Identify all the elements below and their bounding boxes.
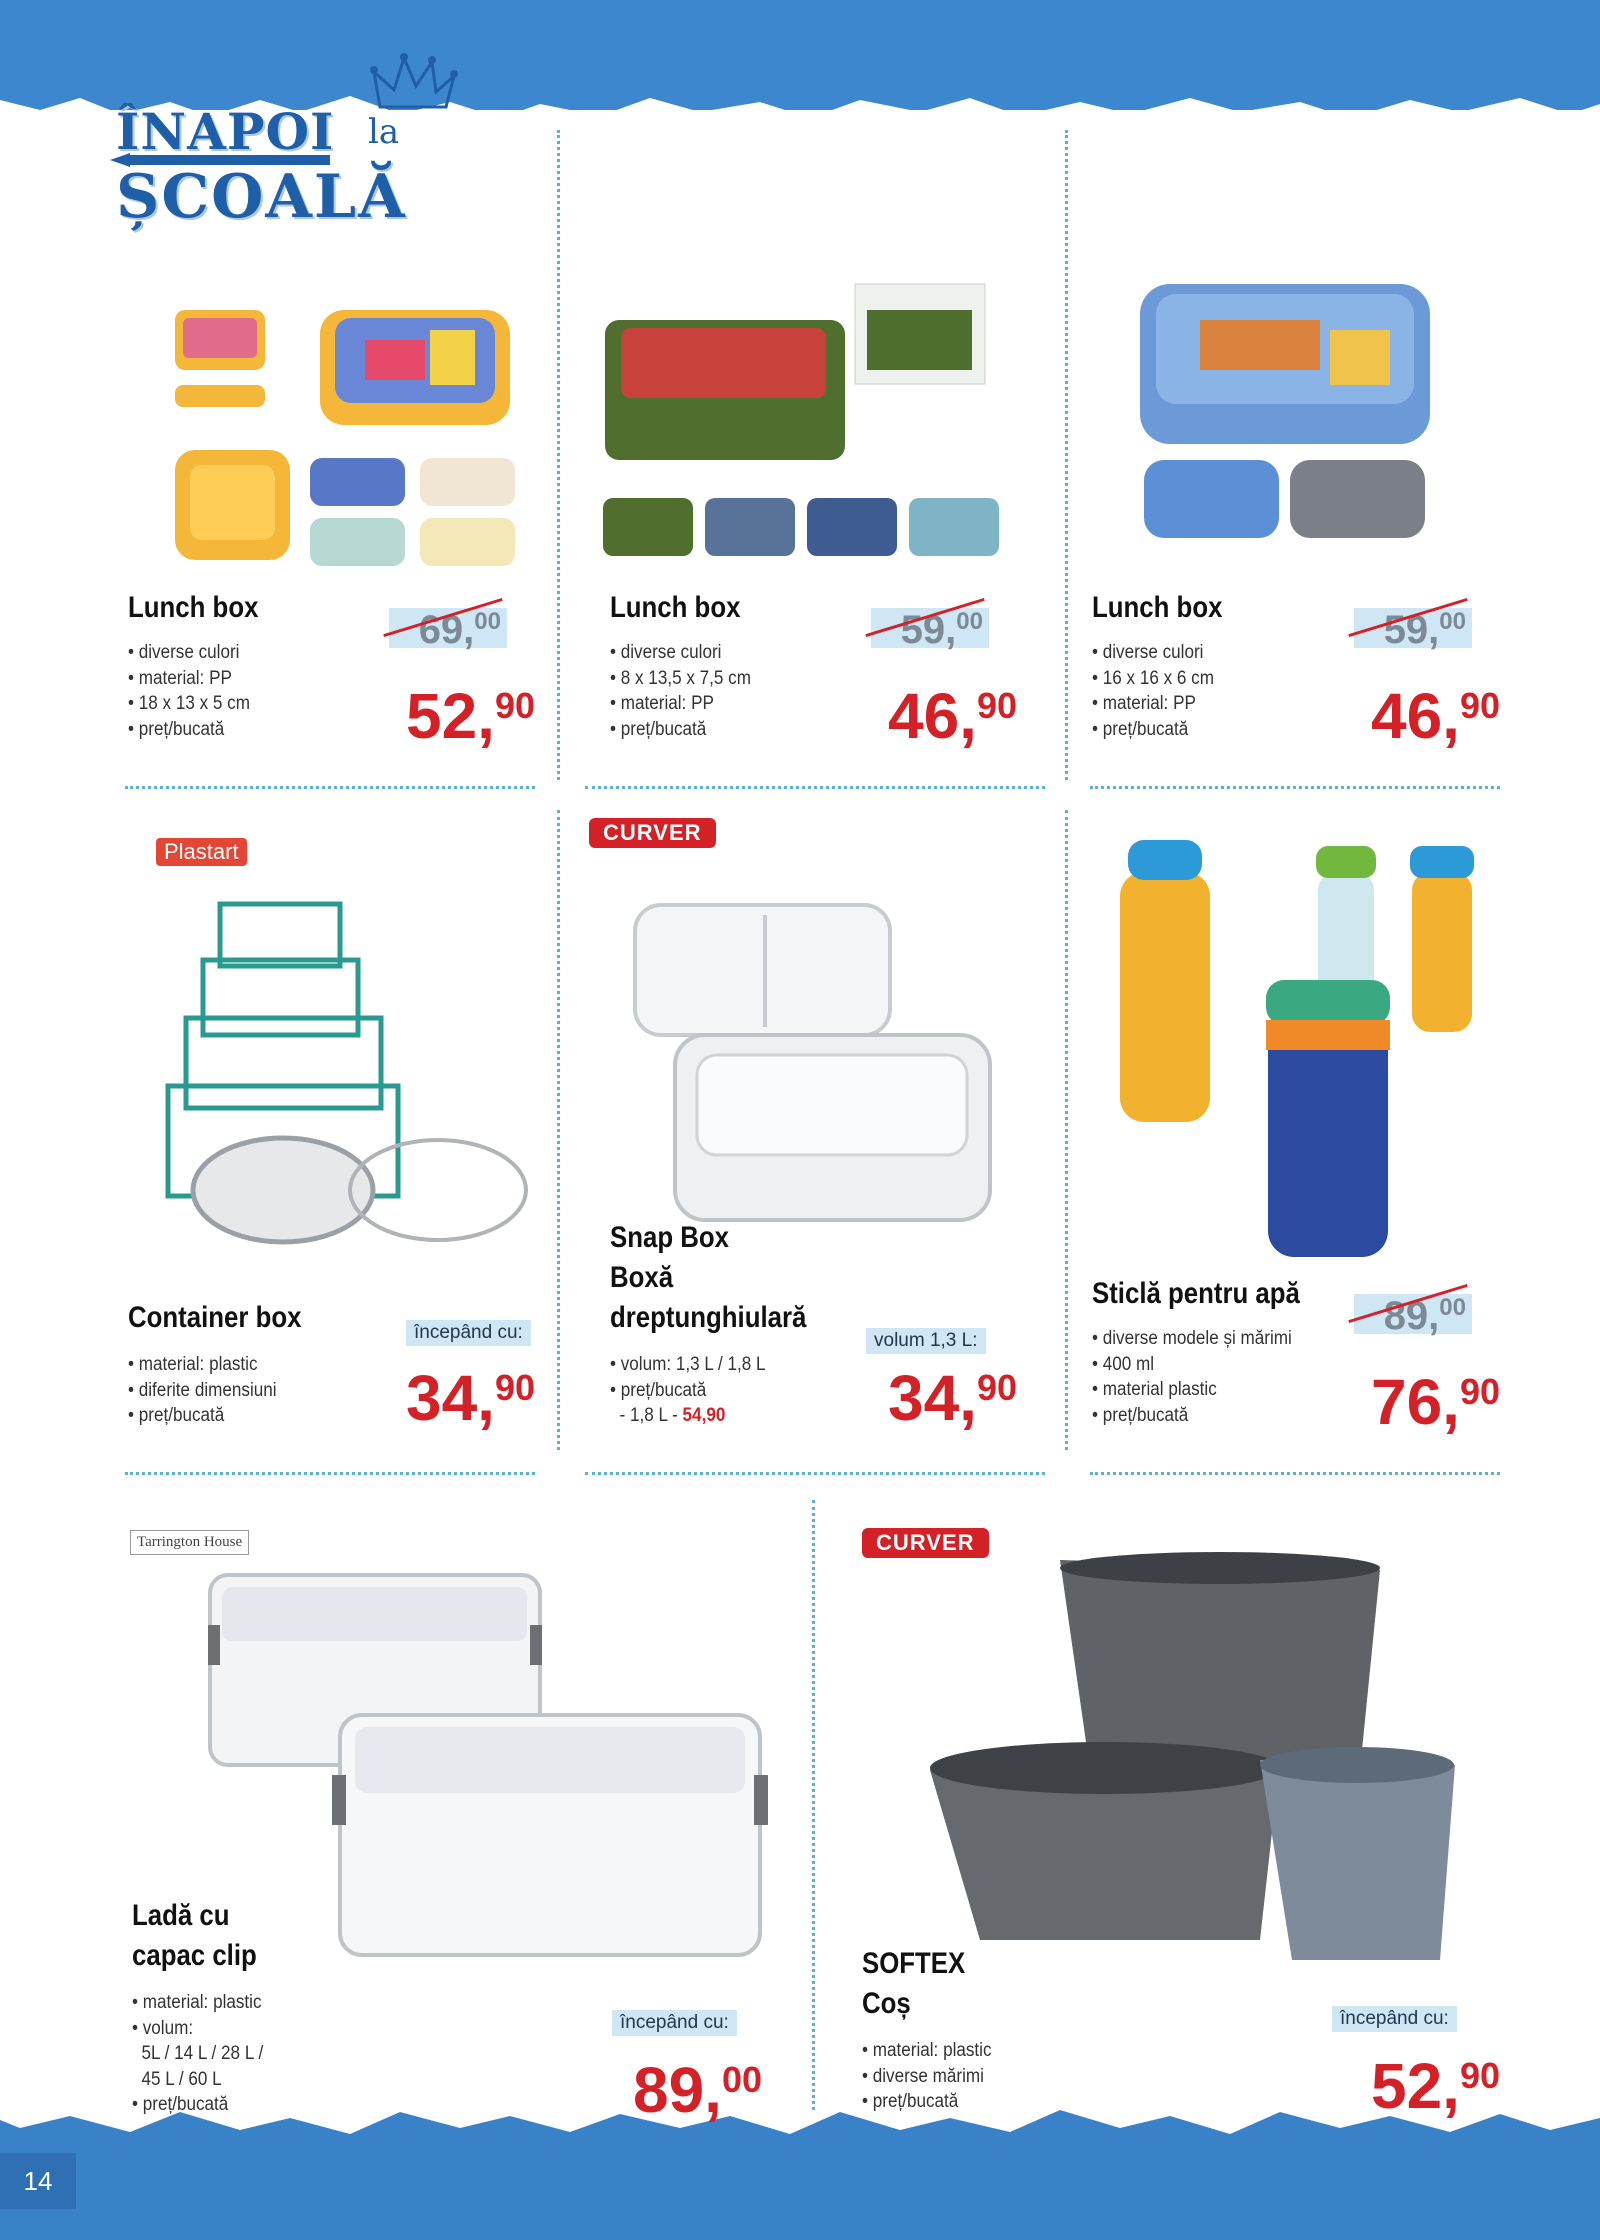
row-divider [125,786,535,789]
sale-price: 52,90 [1370,2050,1500,2122]
sale-price: 34,90 [887,1362,1017,1434]
column-divider [557,810,560,1450]
product-specs [610,640,751,742]
logo-word-inapoi: ÎNAPOI [116,102,335,161]
old-price: 89,00 [1354,1294,1472,1334]
row-divider [585,786,1045,789]
spec-item: • 16 x 16 x 6 cm [1092,666,1214,692]
spec-item: • material: PP [128,666,250,692]
lunch-box-green-image [595,280,1015,570]
row-divider [1090,1472,1500,1475]
price-block [867,608,1017,752]
product-name: Sticlă pentru apă [1092,1277,1300,1310]
spec-item: • material: plastic [128,1352,277,1378]
price-block [867,1352,1017,1434]
product-name-line: Coș [862,1987,911,2020]
price-label: începând cu: [1332,2006,1457,2032]
product-name-line: Snap Box [610,1221,729,1254]
column-divider [557,130,560,780]
crown-icon [370,52,460,112]
product-name [132,1896,257,1976]
price-block [1350,1294,1500,1438]
row-divider [1090,786,1500,789]
product-name [862,1944,965,2024]
row-divider [125,1472,535,1475]
page-number: 14 [0,2153,76,2209]
product-specs [1092,1326,1292,1428]
old-price: 59,00 [871,608,989,648]
product-specs [132,1990,263,2118]
product-name: Lunch box [128,591,259,624]
price-label: volum 1,3 L: [866,1328,986,1354]
spec-item: 5L / 14 L / 28 L / [141,2043,264,2064]
spec-item: • diverse culori [128,640,250,666]
product-name: Container box [128,1301,302,1334]
spec-item: • volum: [132,2016,263,2042]
spec-item: • preț/bucată [610,1378,766,1404]
basket-image [920,1540,1460,1980]
spec-item: • material: PP [610,691,751,717]
spec-item: • material: plastic [132,1990,263,2016]
spec-item: • material plastic [1092,1377,1292,1403]
spec-item: • diverse culori [1092,640,1214,666]
snap-box-image [625,895,1005,1235]
spec-item: • preț/bucată [1092,1403,1292,1429]
price-block [385,1352,535,1434]
column-divider [812,1500,815,2110]
product-name-line: capac clip [132,1939,257,1972]
storage-box-image [200,1565,770,1965]
brand-logo-curver: CURVER [589,818,716,848]
product-name: Lunch box [1092,591,1223,624]
brand-logo-tarrington-house: Tarrington House [130,1530,249,1555]
spec-item: • preț/bucată [132,2092,263,2118]
water-bottle-image [1110,832,1500,1262]
logo-word-scoala: ȘCOALĂ [116,162,407,232]
spec-item: • preț/bucată [128,717,250,743]
spec-item: • 400 ml [1092,1352,1292,1378]
spec-item: • volum: 1,3 L / 1,8 L [610,1352,766,1378]
brand-logo-plastart: Plastart [120,838,247,866]
spec-item: • 8 x 13,5 x 7,5 cm [610,666,751,692]
spec-item: • diverse culori [610,640,751,666]
spec-item: - 1,8 L - 54,90 [619,1405,726,1426]
row-divider [585,1472,1045,1475]
product-specs [862,2038,992,2115]
spec-item: • preț/bucată [128,1403,277,1429]
spec-item: • diferite dimensiuni [128,1378,277,1404]
spec-item: • 18 x 13 x 5 cm [128,691,250,717]
price-block [1350,608,1500,752]
sale-price: 89,00 [632,2054,762,2126]
sale-price: 46,90 [887,680,1017,752]
product-specs [610,1352,766,1429]
price-label: începând cu: [612,2010,737,2036]
product-specs [128,1352,277,1429]
container-box-image [148,890,538,1270]
spec-item: • preț/bucată [1092,717,1214,743]
price-label: începând cu: [406,1320,531,1346]
price-block [1350,2040,1500,2122]
brand-logo-curver: CURVER [862,1528,989,1558]
spec-item: • diverse modele și mărimi [1092,1326,1292,1352]
lunch-box-blue-image [1130,280,1450,540]
old-price: 69,00 [389,608,507,648]
sale-price: 76,90 [1370,1366,1500,1438]
spec-item: • material: plastic [862,2038,992,2064]
spec-item: 45 L / 60 L [141,2068,222,2090]
price-block [385,608,535,752]
logo-word-la: la [368,112,400,152]
lunch-box-yellow-image [165,300,525,580]
product-name-line: Ladă cu [132,1899,230,1932]
product-name: Lunch box [610,591,741,624]
sale-price: 34,90 [405,1362,535,1434]
spec-item: • diverse mărimi [862,2064,992,2090]
column-divider [1065,810,1068,1450]
sale-price: 52,90 [405,680,535,752]
product-name-line: Boxă [610,1261,674,1294]
spec-item: • preț/bucată [862,2089,992,2115]
price-block [612,2044,762,2126]
spec-item: • preț/bucată [610,717,751,743]
product-specs [1092,640,1214,742]
column-divider [1065,130,1068,780]
product-name [610,1218,806,1338]
spec-item: • material: PP [1092,691,1214,717]
product-name-line: SOFTEX [862,1947,966,1980]
product-name-line: dreptunghiulară [610,1301,807,1334]
old-price: 59,00 [1354,608,1472,648]
back-to-school-logo [110,52,450,232]
sale-price: 46,90 [1370,680,1500,752]
product-specs [128,640,250,742]
